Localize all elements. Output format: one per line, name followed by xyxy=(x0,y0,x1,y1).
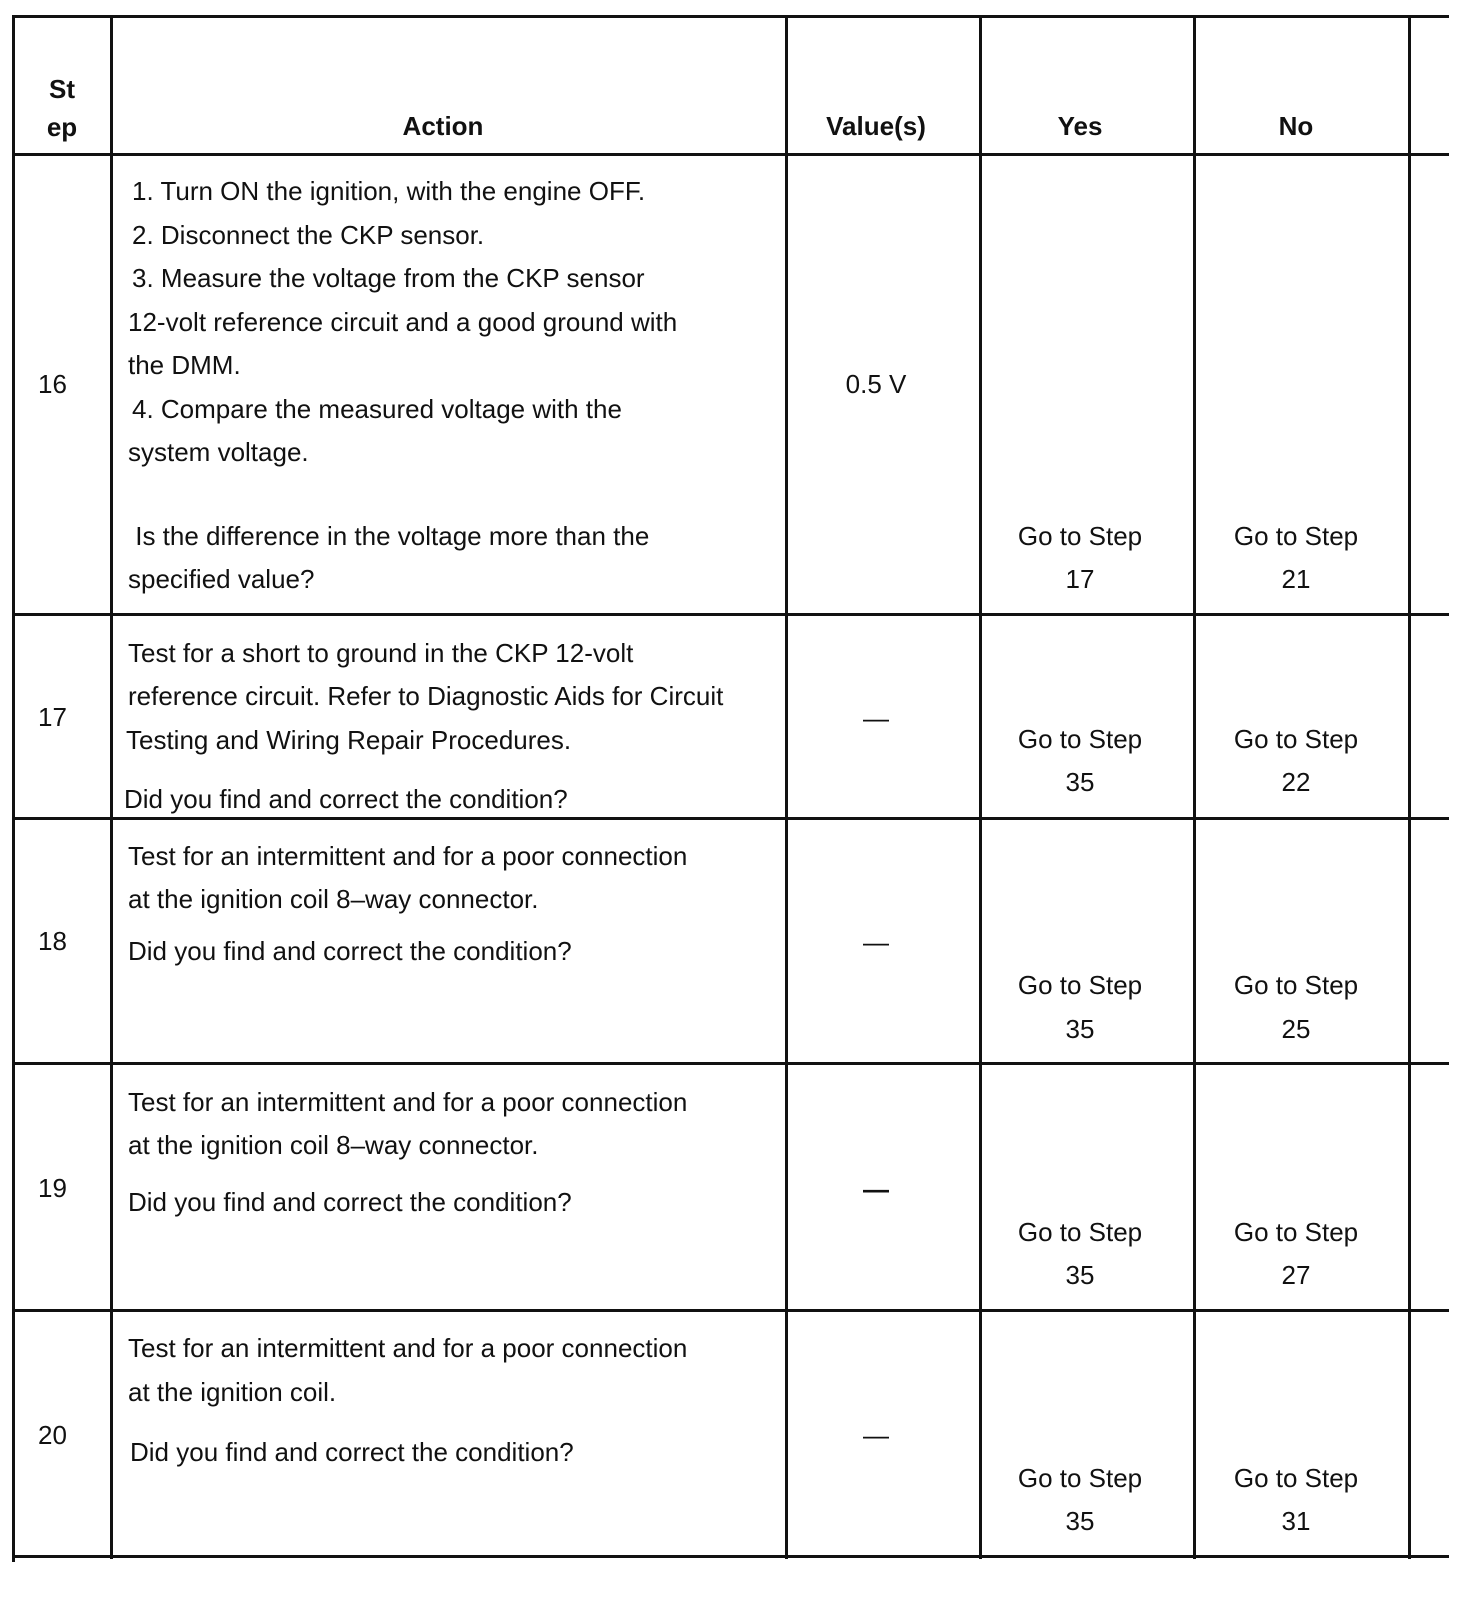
action-line: Test for an intermittent and for a poor connection xyxy=(128,1333,688,1363)
no-label: Go to Step xyxy=(1233,724,1359,754)
question-line: Did you find and correct the condition? xyxy=(128,936,572,966)
action-line: 12-volt reference circuit and a good ground with xyxy=(128,307,678,337)
action-line: the DMM. xyxy=(128,350,241,380)
question-line: Did you find and correct the condition? xyxy=(128,1187,572,1217)
question-line: Did you find and correct the condition? xyxy=(130,1437,574,1467)
yes-label: Go to Step xyxy=(1017,1463,1143,1493)
no-step: 21 xyxy=(1281,564,1311,594)
yes-step: 35 xyxy=(1065,767,1095,797)
table-border-bottom xyxy=(12,1555,1449,1558)
action-line: 3. Measure the voltage from the CKP sensor xyxy=(132,263,645,293)
row-divider xyxy=(12,1309,1449,1312)
yes-label: Go to Step xyxy=(1017,724,1143,754)
question-line: specified value? xyxy=(128,564,315,594)
action-line: Test for an intermittent and for a poor connection xyxy=(128,1087,688,1117)
column-divider xyxy=(110,16,113,1559)
header-step-line2: ep xyxy=(46,112,78,142)
action-line: Test for a short to ground in the CKP 12-volt xyxy=(128,638,634,668)
column-divider xyxy=(785,16,788,1559)
action-line: 4. Compare the measured voltage with the xyxy=(132,394,622,424)
action-line: 1. Turn ON the ignition, with the engine OFF. xyxy=(132,176,646,206)
no-label: Go to Step xyxy=(1233,521,1359,551)
table-border-top xyxy=(12,15,1449,18)
header-divider xyxy=(12,153,1449,156)
step-number: 17 xyxy=(38,702,67,732)
action-line: at the ignition coil. xyxy=(128,1377,337,1407)
row-divider xyxy=(12,1062,1449,1065)
yes-label: Go to Step xyxy=(1017,970,1143,1000)
table-border-left xyxy=(12,16,15,1562)
value-cell: — xyxy=(863,703,889,733)
value-cell: — xyxy=(863,1420,889,1450)
no-step: 27 xyxy=(1281,1260,1311,1290)
yes-step: 17 xyxy=(1065,564,1095,594)
question-line: Did you find and correct the condition? xyxy=(124,784,568,814)
action-line: Test for an intermittent and for a poor connection xyxy=(128,841,688,871)
header-step xyxy=(14,70,110,146)
yes-step: 35 xyxy=(1065,1260,1095,1290)
value-cell: — xyxy=(863,927,889,957)
header-action: Action xyxy=(402,111,484,141)
step-number: 20 xyxy=(38,1420,67,1450)
yes-label: Go to Step xyxy=(1017,1217,1143,1247)
no-label: Go to Step xyxy=(1233,1217,1359,1247)
step-number: 18 xyxy=(38,926,67,956)
header-values: Value(s) xyxy=(826,111,926,141)
no-label: Go to Step xyxy=(1233,1463,1359,1493)
no-step: 22 xyxy=(1281,767,1311,797)
action-line: 2. Disconnect the CKP sensor. xyxy=(132,220,485,250)
no-step: 25 xyxy=(1281,1014,1311,1044)
header-step-line1: St xyxy=(49,74,75,104)
yes-step: 35 xyxy=(1065,1506,1095,1536)
step-number: 19 xyxy=(38,1173,67,1203)
table-border-right xyxy=(1408,16,1411,1559)
value-cell: 0.5 V xyxy=(845,369,907,399)
action-line: at the ignition coil 8–way connector. xyxy=(128,884,539,914)
no-label: Go to Step xyxy=(1233,970,1359,1000)
header-yes: Yes xyxy=(1057,111,1103,141)
action-line: at the ignition coil 8–way connector. xyxy=(128,1130,539,1160)
action-line: reference circuit. Refer to Diagnostic Aids for Circuit xyxy=(128,681,724,711)
value-cell: — xyxy=(863,1174,889,1204)
action-line: Testing and Wiring Repair Procedures. xyxy=(126,725,572,755)
header-no: No xyxy=(1278,111,1314,141)
step-number: 16 xyxy=(38,369,67,399)
question-line: Is the difference in the voltage more than the xyxy=(128,521,650,551)
row-divider xyxy=(12,613,1449,616)
yes-step: 35 xyxy=(1065,1014,1095,1044)
no-step: 31 xyxy=(1281,1506,1311,1536)
action-line: system voltage. xyxy=(128,437,309,467)
yes-label: Go to Step xyxy=(1017,521,1143,551)
